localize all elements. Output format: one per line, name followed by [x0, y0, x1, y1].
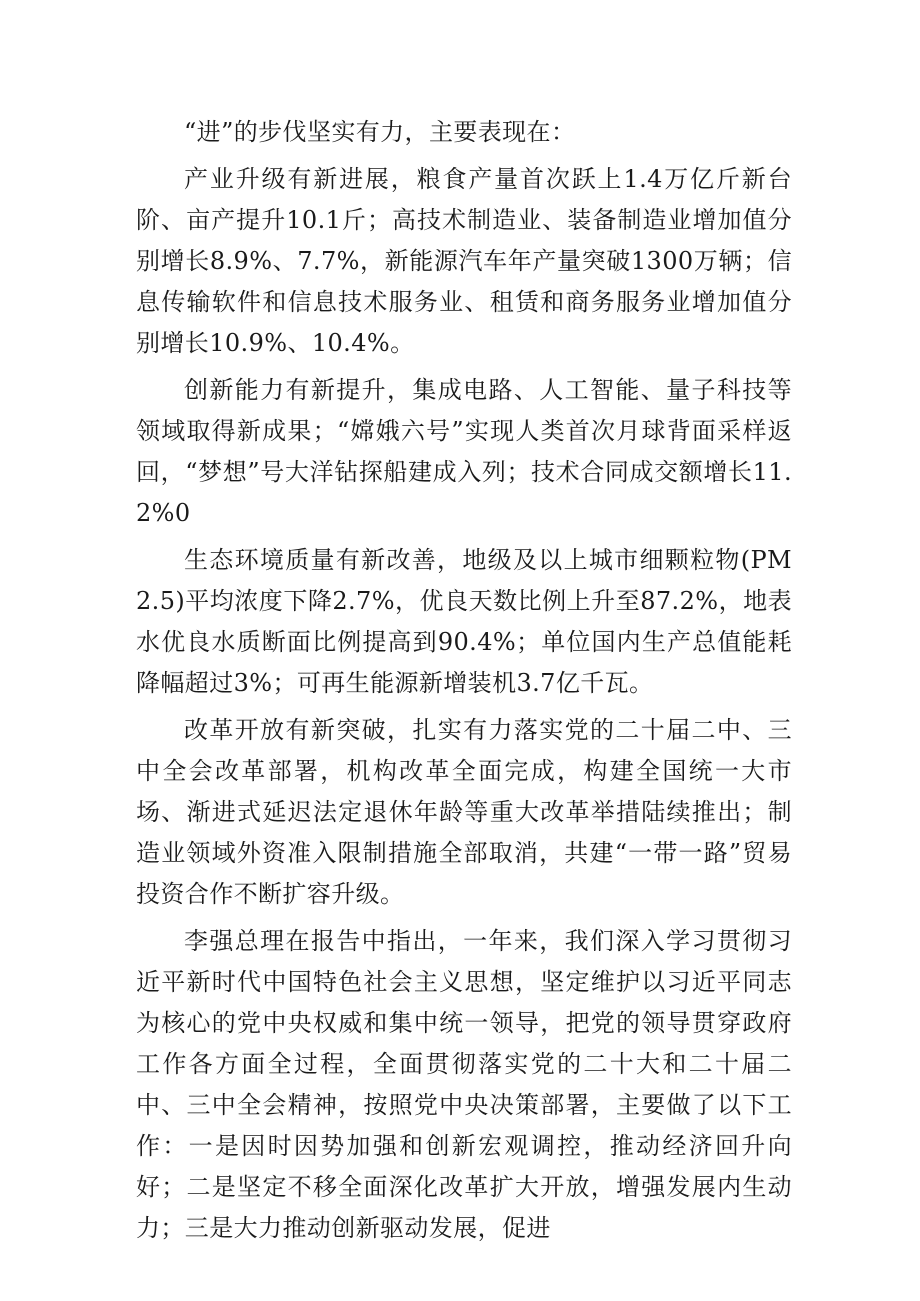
report-summary-paragraph: 李强总理在报告中指出，一年来，我们深入学习贯彻习近平新时代中国特色社会主义思想，坚定维护以习近平同志为核心的党中央权威和集中统一领导，把党的领导贯穿政府工作各方面全过程，全面贯彻落实党的二十大和二十届二中、三中全会精神，按照党中央决策部署，主要做了以下工作：一是因时因势加强和创新宏观调控，推动经济回升向好；二是坚定不移全面深化改革扩大开放，增强发展内生动力；三是大力推动创新驱动发展，促进	[136, 927, 792, 1242]
reform-paragraph: 改革开放有新突破，扎实有力落实党的二十届二中、三中全会改革部署，机构改革全面完成，构建全国统一大市场、渐进式延迟法定退休年龄等重大改革举措陆续推出；制造业领域外资准入限制措施全部取消，共建“一带一路”贸易投资合作不断扩容升级。	[136, 716, 792, 908]
innovation-paragraph: 创新能力有新提升，集成电路、人工智能、量子科技等领域取得新成果；“嫦娥六号”实现人类首次月球背面采样返回，“梦想”号大洋钻探船建成入列；技术合同成交额增长11.2%0	[136, 376, 792, 527]
ecology-paragraph: 生态环境质量有新改善，地级及以上城市细颗粒物(PM2.5)平均浓度下降2.7%，优良天数比例上升至87.2%，地表水优良水质断面比例提高到90.4%；单位国内生产总值能耗降幅超过3%；可再生能源新增装机3.7亿千瓦。	[136, 546, 792, 697]
document-body	[136, 112, 792, 1255]
intro-paragraph: “进”的步伐坚实有力，主要表现在：	[184, 118, 576, 146]
industry-upgrade-paragraph: 产业升级有新进展，粮食产量首次跃上1.4万亿斤新台阶、亩产提升10.1斤；高技术制造业、装备制造业增加值分别增长8.9%、7.7%，新能源汽车年产量突破1300万辆；信息传输软件和信息技术服务业、租赁和商务服务业增加值分别增长10.9%、10.4%。	[136, 165, 792, 357]
